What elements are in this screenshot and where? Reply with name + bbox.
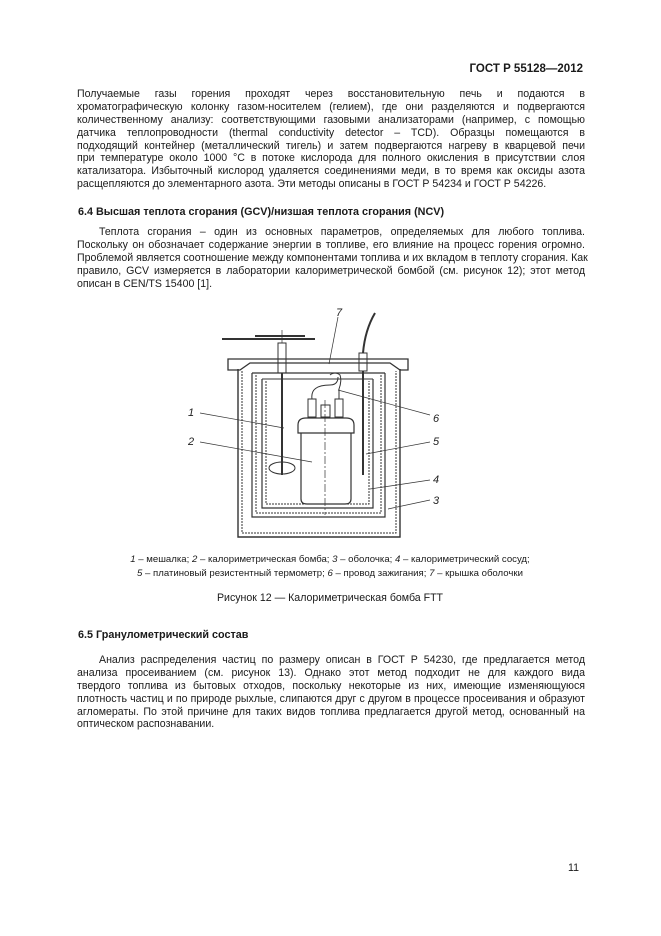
text-line: Анализ распределения частиц по размеру описан в ГОСТ Р 54230, где предлагается метод bbox=[99, 654, 585, 666]
text-line: расщепляются до элементарного азота. Эти методы описаны в ГОСТ Р 54234 и ГОСТ Р 54226. bbox=[77, 178, 547, 191]
text-line: количественному анализу: соответствующими газовыми анализаторами (например, с помощью bbox=[77, 113, 585, 126]
callout-1: 1 bbox=[188, 407, 195, 419]
legend-text: – калориметрический сосуд; bbox=[400, 554, 530, 565]
text-line: анализа просеиванием (см. рисунок 13). Однако этот метод подходит не для каждого вида bbox=[77, 666, 585, 679]
text-line: описан в CEN/TS 15400 [1]. bbox=[77, 277, 213, 290]
legend-text: – платиновый резистентный термометр; bbox=[142, 567, 328, 579]
text-line: Теплота сгорания – один из основных параметров, определяемых для любого топлива. bbox=[99, 226, 585, 238]
text-line: оптическом распознавании. bbox=[77, 718, 215, 731]
bomb bbox=[298, 373, 354, 515]
text-line: агломераты. По этой причине для таких видов топлива предлагается другой метод, основанный на bbox=[77, 705, 585, 718]
text-line: датчика теплопроводности (thermal conductivity detector – TCD). Образцы помещаются в bbox=[77, 126, 585, 139]
callout-5: 5 bbox=[433, 436, 440, 448]
document-id-header: ГОСТ Р 55128—2012 bbox=[469, 63, 583, 75]
figure-legend bbox=[60, 553, 600, 580]
legend-text: – крышка оболочки bbox=[434, 567, 523, 579]
calorimetric-bomb-figure bbox=[180, 305, 480, 545]
text-line: при температуре около 1000 °С в потоке кислорода для полного окисления в присутствии слоя bbox=[77, 152, 585, 165]
legend-number: 1 bbox=[130, 554, 136, 565]
text-line: Поскольку он обозначает содержание энергии в топливе, его влияние на процесс горения огромно. bbox=[77, 238, 585, 251]
legend-number: 2 bbox=[191, 554, 198, 565]
heading-6-5: 6.5 Гранулометрический состав bbox=[78, 629, 249, 641]
paragraph-heat-of-combustion bbox=[77, 226, 588, 290]
paragraph-gas-analysis bbox=[77, 88, 585, 191]
legend-number: 4 bbox=[395, 554, 401, 565]
callout-4: 4 bbox=[433, 474, 440, 486]
text-line: правило, GCV измеряется в лаборатории калориметрической бомбой (см. рисунок 12); этот метод bbox=[77, 264, 585, 277]
jacket-lid bbox=[228, 359, 408, 517]
legend-number: 3 bbox=[332, 554, 338, 565]
text-line: твердого топлива из бытовых отходов, поскольку некоторые из них, имеющие изменяющуюся bbox=[77, 679, 585, 692]
text-line: Получаемые газы горения проходят через восстановительную печь и подаются в bbox=[77, 88, 585, 100]
text-line: плотность частиц и по природе рыхлые, слипаются друг с другом в процессе просеивания и образуют bbox=[77, 692, 585, 705]
legend-text: – калориметрическая бомба; bbox=[197, 554, 333, 565]
legend-line-1 bbox=[60, 553, 600, 567]
page-number: 11 bbox=[568, 862, 579, 874]
text-line: катализатора. Избыточный кислород удаляется соединениями меди, в то время как оксиды азота bbox=[77, 165, 585, 178]
legend-line-2 bbox=[60, 567, 600, 581]
legend-number: 6 bbox=[327, 567, 333, 579]
text-line: подходящий контейнер (металлический тигель) и затем подвергаются нагреву в кварцевой печи bbox=[77, 139, 585, 152]
callout-7: 7 bbox=[336, 307, 343, 319]
legend-number: 7 bbox=[429, 567, 435, 579]
callout-3: 3 bbox=[433, 495, 440, 507]
paragraph-particle-size bbox=[77, 654, 585, 731]
figure-caption: Рисунок 12 — Калориметрическая бомба FTT bbox=[216, 592, 444, 604]
calorimetric-vessel bbox=[262, 379, 373, 508]
callout-6: 6 bbox=[433, 413, 440, 425]
legend-text: – мешалка; bbox=[135, 554, 192, 565]
text-line: Проблемой является соотношение между компонентами топлива и их вкладом в теплоту сгорания. Как bbox=[77, 251, 588, 264]
legend-text: – провод зажигания; bbox=[332, 567, 430, 579]
callout-2: 2 bbox=[188, 436, 195, 448]
legend-number: 5 bbox=[137, 567, 143, 579]
legend-text: – оболочка; bbox=[337, 554, 396, 565]
text-line: хроматографическую колонку газом-носителем (гелием), где они разделяются и подвергаются bbox=[77, 100, 585, 113]
heading-6-4: 6.4 Высшая теплота сгорания (GCV)/низшая теплота сгорания (NCV) bbox=[78, 206, 445, 218]
